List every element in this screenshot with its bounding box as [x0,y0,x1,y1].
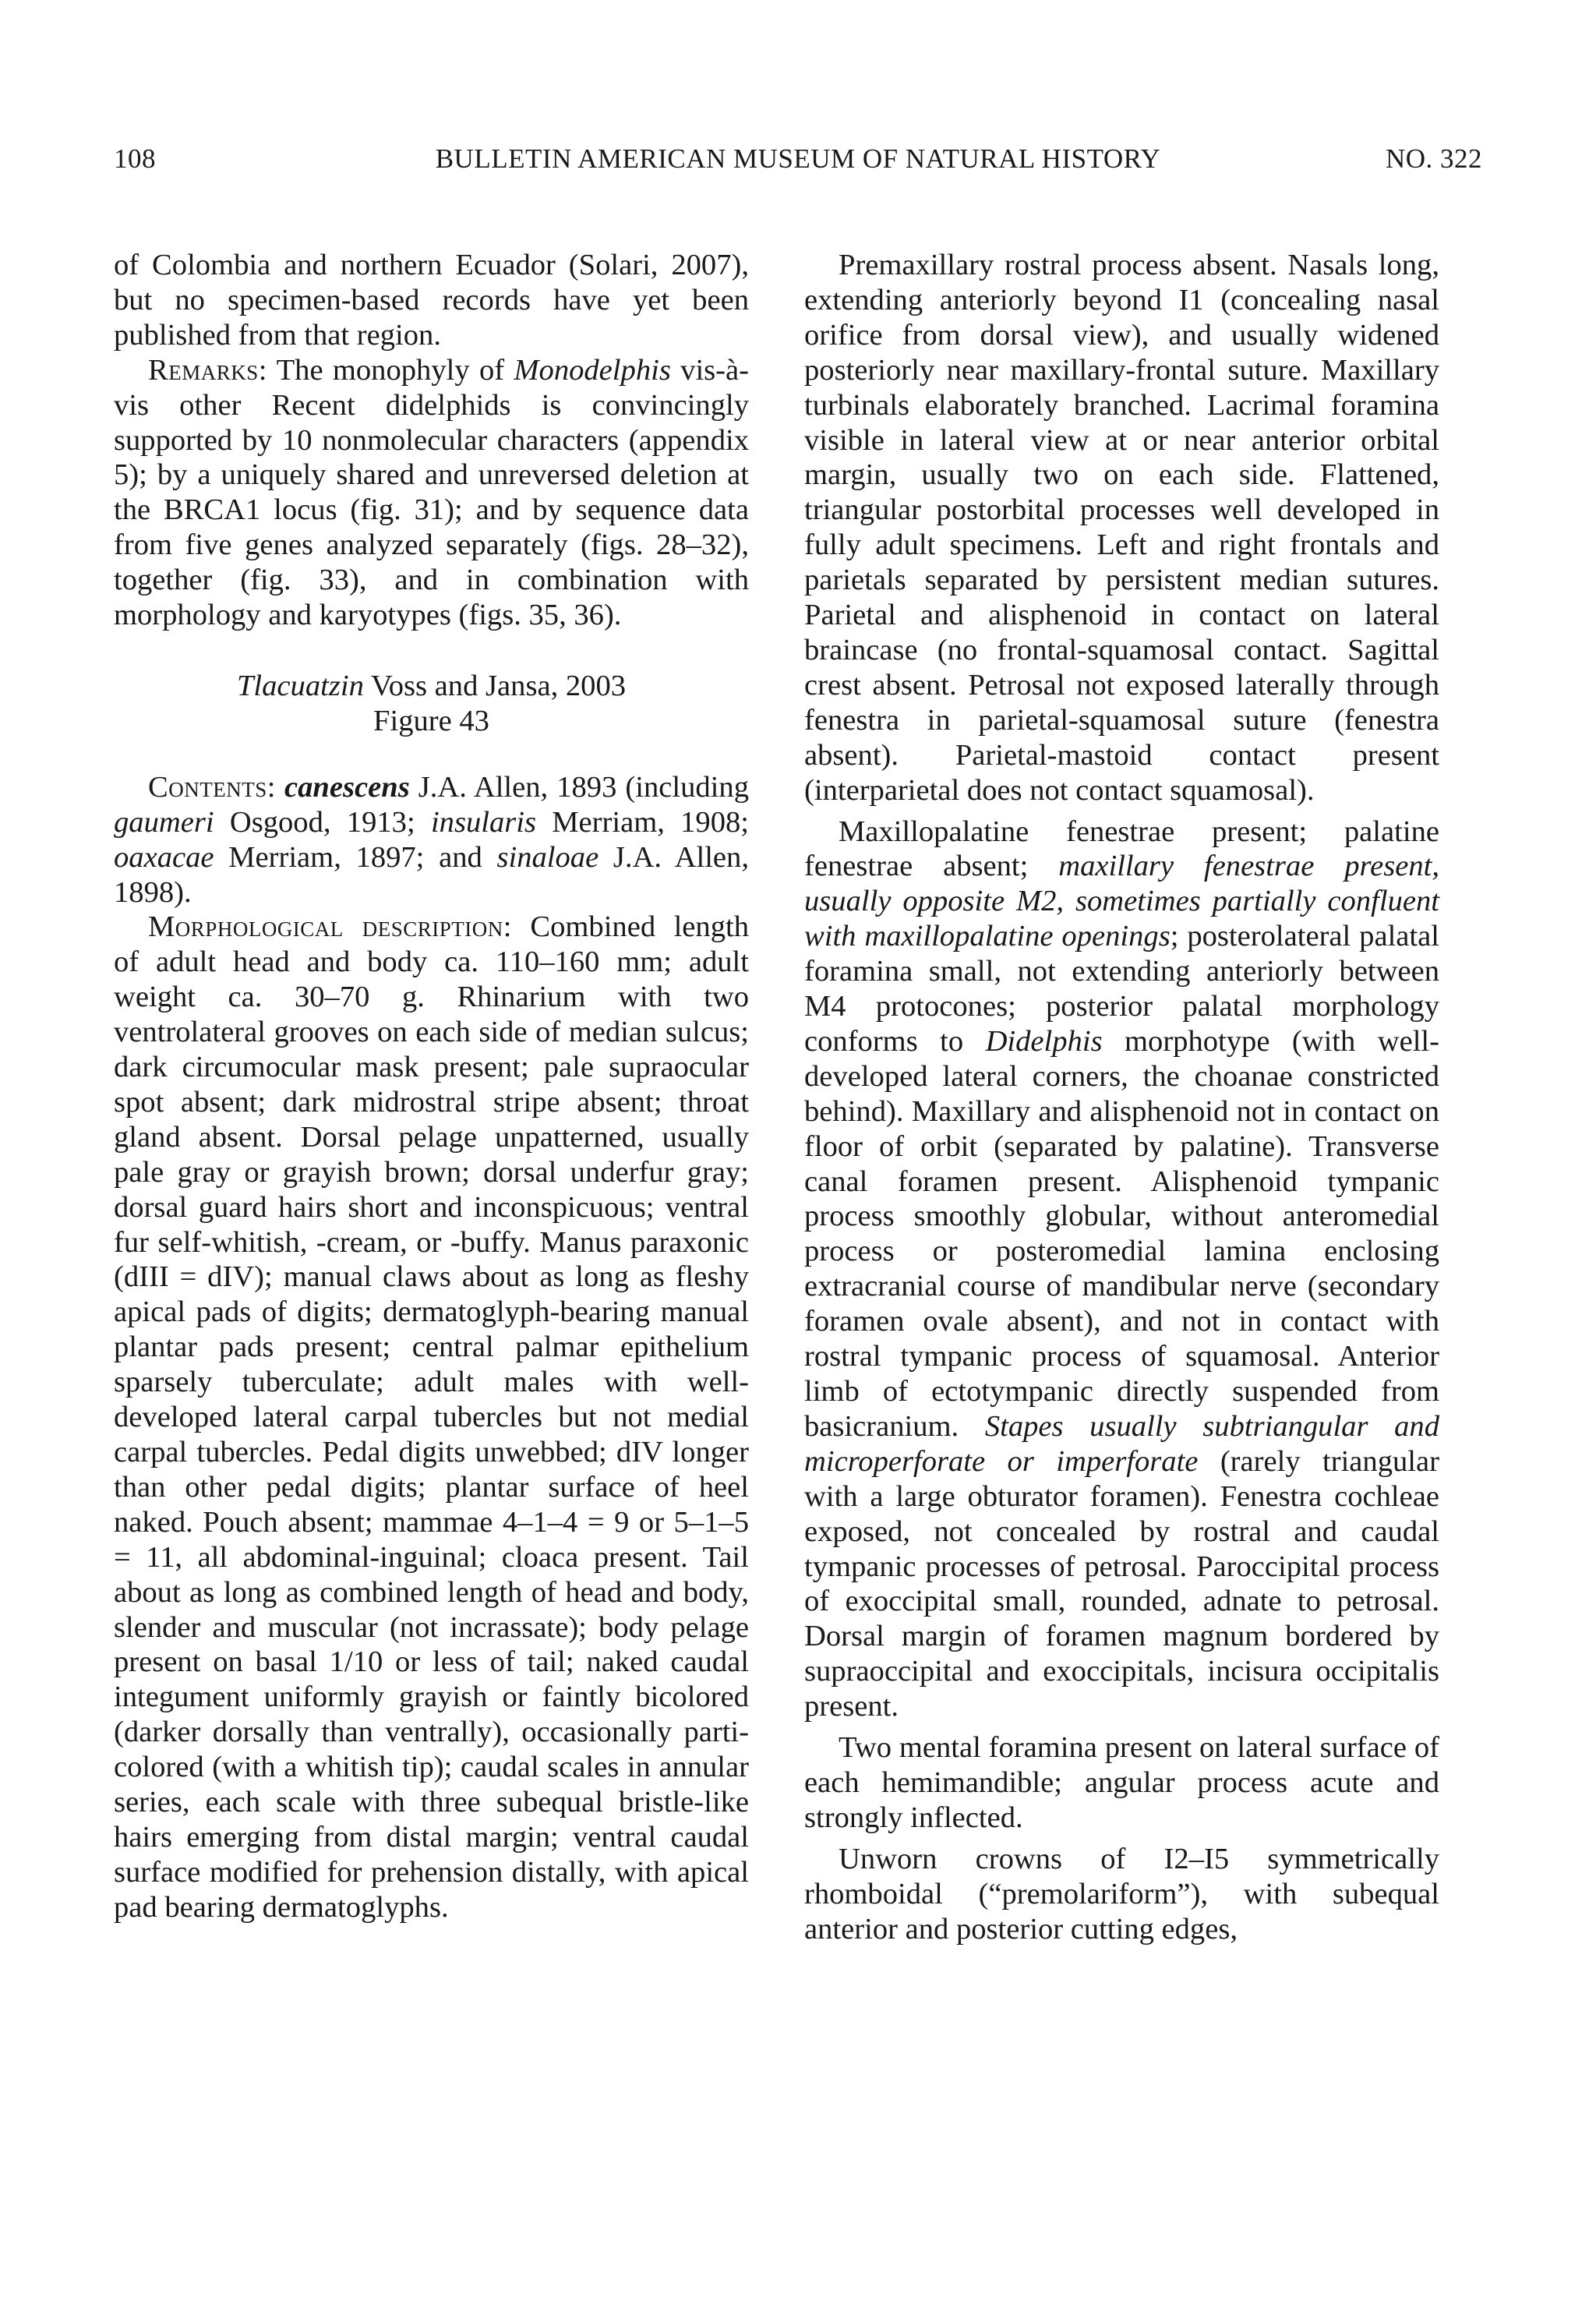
palatal-text-3: morphotype (with well-developed lateral corners, the choanae constricted behind). Maxillary and alisphenoid not in contact on floor of orbit (separated by palatine). Transverse canal foramen present. Alisphenoid tympanic process smoothly globular, without anteromedial process or posteromedial lamina enclosing extracranial course of mandibular nerve (secondary foramen ovale absent), and not in contact with rostral tympanic process of squamosal. Anterior limb of ectotympanic directly suspended from basicranium. [804,1024,1439,1443]
contents-text-1: J.A. Allen, 1893 (including [409,770,749,804]
remarks-text-2: vis-à-vis other Recent didelphids is convincingly supported by 10 nonmolecular characters (appendix 5); by a uniquely shared and unreversed deletion at the BRCA1 locus (fig. 31); and by sequence data from five genes analyzed separately (figs. 28–32), together (fig. 33), and in combination with morphology and karyotypes (figs. 35, 36). [114,353,749,632]
remarks-genus: Monodelphis [514,353,671,387]
contents-synonym-1: gaumeri [114,805,214,839]
journal-title: BULLETIN AMERICAN MUSEUM OF NATURAL HISTORY [435,143,1161,174]
palatal-italic-3: Stapes usually subtriangular and microperforate or imperforate [804,1409,1439,1478]
cranial-paragraph: Premaxillary rostral process absent. Nasals long, extending anteriorly beyond I1 (concealing nasal orifice from dorsal view), and usually widened posteriorly near maxillary-frontal suture. Maxillary turbinals elaborately branched. Lacrimal foramina visible in lateral view at or near anterior orbital margin, usually two on each side. Flattened, triangular postorbital processes well developed in fully adult specimens. Left and right frontals and parietals separated by persistent median sutures. Parietal and alisphenoid in contact on lateral braincase (no frontal-squamosal contact. Sagittal crest absent. Petrosal not exposed laterally through fenestra in parietal-squamosal suture (fenestra absent). Parietal-mastoid contact present (interparietal does not contact squamosal). [804,249,1439,807]
right-column [804,248,1439,1947]
palatal-text-1: Maxillopalatine fenestrae present; palatine fenestrae absent; [804,815,1439,883]
palatal-italic-genus: Didelphis [985,1024,1103,1058]
issue-number: NO. 322 [1385,143,1482,174]
contents-label: Contents: [148,770,276,804]
morphological-description-paragraph [114,910,749,1924]
contents-text-2: Osgood, 1913; [214,805,431,839]
contents-synonym-2: insularis [430,805,536,839]
page-number: 108 [114,143,156,174]
contents-text-4: Merriam, 1897; and [214,840,497,874]
figure-reference: Figure 43 [373,704,489,737]
contents-synonym-3: oaxacae [114,840,214,874]
taxon-heading-title [114,669,749,704]
taxon-heading [114,669,749,739]
remarks-paragraph [114,353,749,633]
dentition-paragraph: Unworn crowns of I2–I5 symmetrically rhomboidal (“premolariform”), with subequal anterior and posterior cutting edges, [804,1842,1439,1946]
palatal-italic-1: maxillary fenestrae present, usually opposite M2, sometimes partially confluent with maxillopalatine openings [804,850,1439,953]
contents-species: canescens [284,770,410,804]
contents-text-3: Merriam, 1908; [536,805,750,839]
taxon-genus: Tlacuatzin [236,669,364,702]
mandible-paragraph: Two mental foramina present on lateral surface of each hemimandible; angular process acute and strongly inflected. [804,1731,1439,1834]
continuation-paragraph: of Colombia and northern Ecuador (Solari, 2007), but no specimen-based records have yet been published from that region. [114,249,749,352]
morphological-description-label: Morphological description: [148,910,512,944]
contents-synonym-4: sinaloae [496,840,599,874]
remarks-text-1: The monophyly of [267,353,514,387]
palatal-text-4: (rarely triangular with a large obturator foramen). Fenestra cochleae exposed, not concealed by rostral and caudal tympanic processes of petrosal. Paroccipital process of exoccipital small, rounded, adnate to petrosal. Dorsal margin of foramen magnum bordered by supraoccipital and exoccipitals, incisura occipitalis present. [804,1444,1439,1723]
contents-text-5: J.A. Allen, 1898). [114,840,749,909]
remarks-label: Remarks: [148,353,267,387]
left-column [114,248,749,1925]
morphological-description-text: Combined length of adult head and body ca. 110–160 mm; adult weight ca. 30–70 g. Rhinarium with two ventrolateral grooves on each side of median sulcus; dark circumocular mask present; pale supraocular spot absent; dark midrostral stripe absent; throat gland absent. Dorsal pelage unpatterned, usually pale gray or grayish brown; dorsal underfur gray; dorsal guard hairs short and inconspicuous; ventral fur self-whitish, -cream, or -buffy. Manus paraxonic (dIII = dIV); manual claws about as long as fleshy apical pads of digits; dermatoglyph-bearing manual plantar pads present; central palmar epithelium sparsely tuberculate; adult males with well-developed lateral carpal tubercles but not medial carpal tubercles. Pedal digits unwebbed; dIV longer than other pedal digits; plantar surface of heel naked. Pouch absent; mammae 4–1–4 = 9 or 5–1–5 = 11, all abdominal-inguinal; cloaca present. Tail about as long as combined length of head and body, slender and muscular (not incrassate); body pelage present on basal 1/10 or less of tail; naked caudal integument uniformly grayish or faintly bicolored (darker dorsally than ventrally), occasionally parti-colored (with a whitish tip); caudal scales in annular series, each scale with three subequal bristle-like hairs emerging from distal margin; ventral caudal surface modified for prehension distally, with apical pad bearing dermatoglyphs. [114,910,749,1924]
running-head [114,143,1482,182]
palatal-text-2: ; posterolateral palatal foramina small, not extending anteriorly between M4 protocones; posterior palatal morphology conforms to [804,920,1439,1058]
palatal-paragraph [804,815,1439,1725]
contents-paragraph [114,770,749,910]
taxon-authority: Voss and Jansa, 2003 [363,669,627,702]
